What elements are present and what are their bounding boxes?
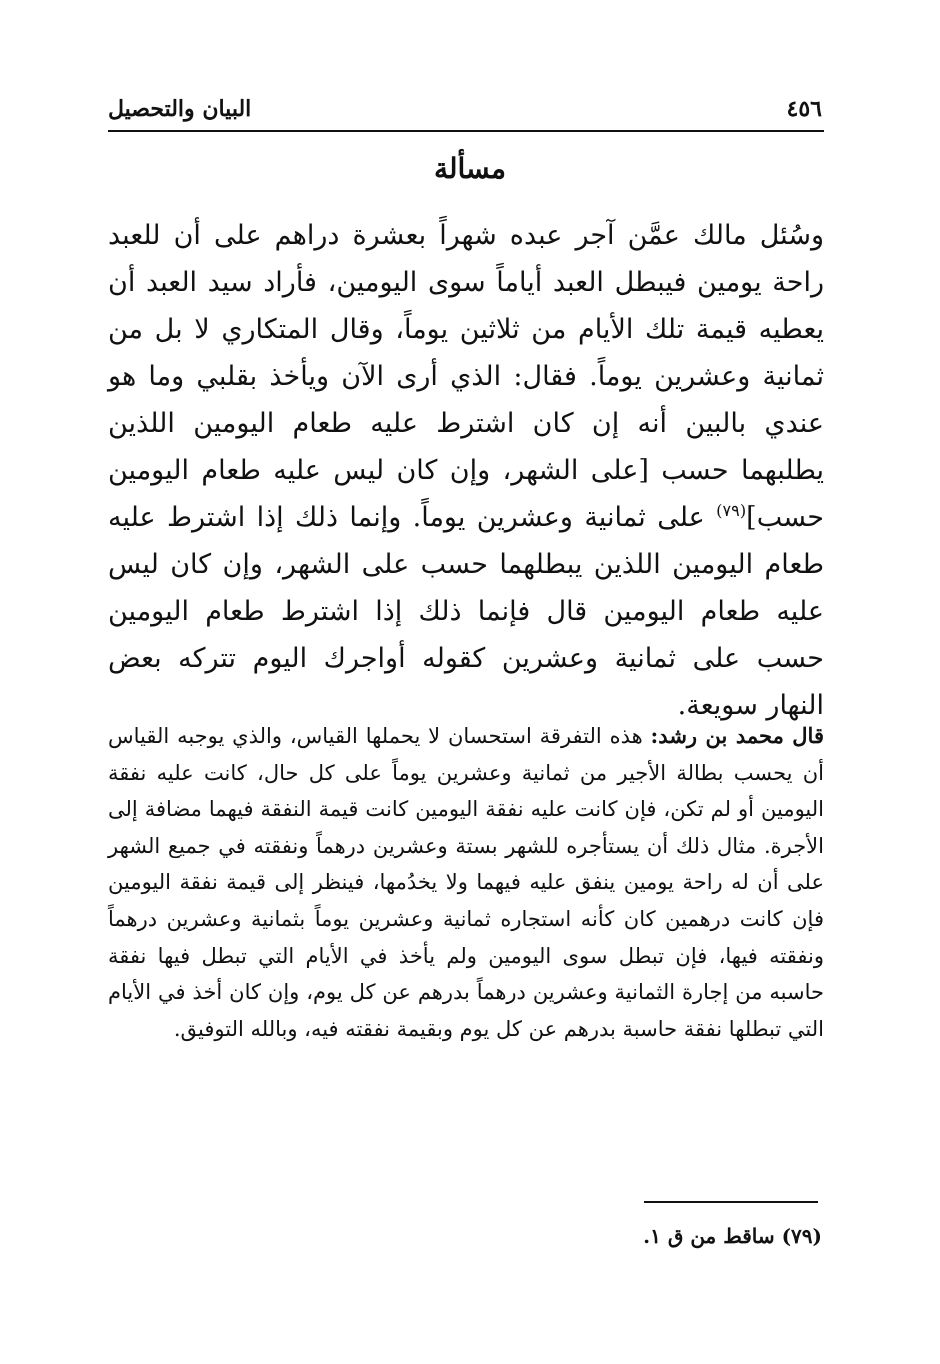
running-header	[108, 96, 822, 126]
footnote: (٧٩) ساقط من ق ١.	[643, 1224, 822, 1248]
book-title: البيان والتحصيل	[108, 96, 252, 122]
footnote-divider	[644, 1201, 818, 1203]
section-title: مسألة	[433, 152, 507, 185]
commentary-text: هذه التفرقة استحسان لا يحملها القياس، والذي يوجبه القياس أن يحسب بطالة الأجير من ثمانية وعشرين يوماً على كل حال، كانت عليه نفقة اليومين أو لم تكن، فإن كانت عليه نفقة اليومين كانت قيمة النفقة فيهما مضافة إلى الأجرة. مثال ذلك أن يستأجره للشهر بستة وعشرين درهماً ونفقته في جميع الشهر على أن له راحة يومين ينفق عليه فيهما ولا يخدُمها، فينظر إلى قيمة نفقة اليومين فإن كانت درهمين كان كأنه استجاره ثمانية وعشرين يوماً بثمانية وعشرين درهماً ونفقته فيها، فإن تبطل سوى اليومين ولم يأخذ في الأيام التي تبطل فيها نفقة حاسبه من إجارة الثمانية وعشرين درهماً بدرهم عن كل يوم، وإن كان أخذ في الأيام التي تبطلها نفقة حاسبة بدرهم عن كل يوم وبقيمة نفقته فيه، وبالله التوفيق.	[108, 724, 824, 1041]
commentary-paragraph	[108, 718, 824, 1047]
footnote-reference: (٧٩)	[716, 501, 747, 520]
main-paragraph-part-1: وسُئل مالك عمَّن آجر عبده شهراً بعشرة دراهم على أن للعبد راحة يومين فيبطل العبد أياماً سوى اليومين، فأراد سيد العبد أن يعطيه قيمة تلك الأيام من ثلاثين يوماً، وقال المتكاري لا بل من ثمانية وعشرين يوماً. فقال: الذي أرى الآن ويأخذ بقلبي وما هو عندي بالبين أنه إن كان اشترط عليه طعام اليومين اللذين يطلبهما حسب [على الشهر، وإن كان ليس عليه طعام اليومين حسب]	[108, 220, 824, 533]
page-number: ٤٥٦	[786, 96, 822, 122]
main-paragraph-part-2: على ثمانية وعشرين يوماً. وإنما ذلك إذا اشترط عليه طعام اليومين اللذين يبطلهما حسب على الشهر، وإن كان ليس عليه طعام اليومين قال فإنما ذلك إذا اشترط طعام اليومين حسب على ثمانية وعشرين كقوله أواجرك اليوم تتركه بعض النهار سويعة.	[108, 502, 824, 721]
main-paragraph	[108, 212, 824, 729]
commentary-speaker: قال محمد بن رشد:	[650, 723, 824, 748]
header-divider	[108, 130, 824, 132]
